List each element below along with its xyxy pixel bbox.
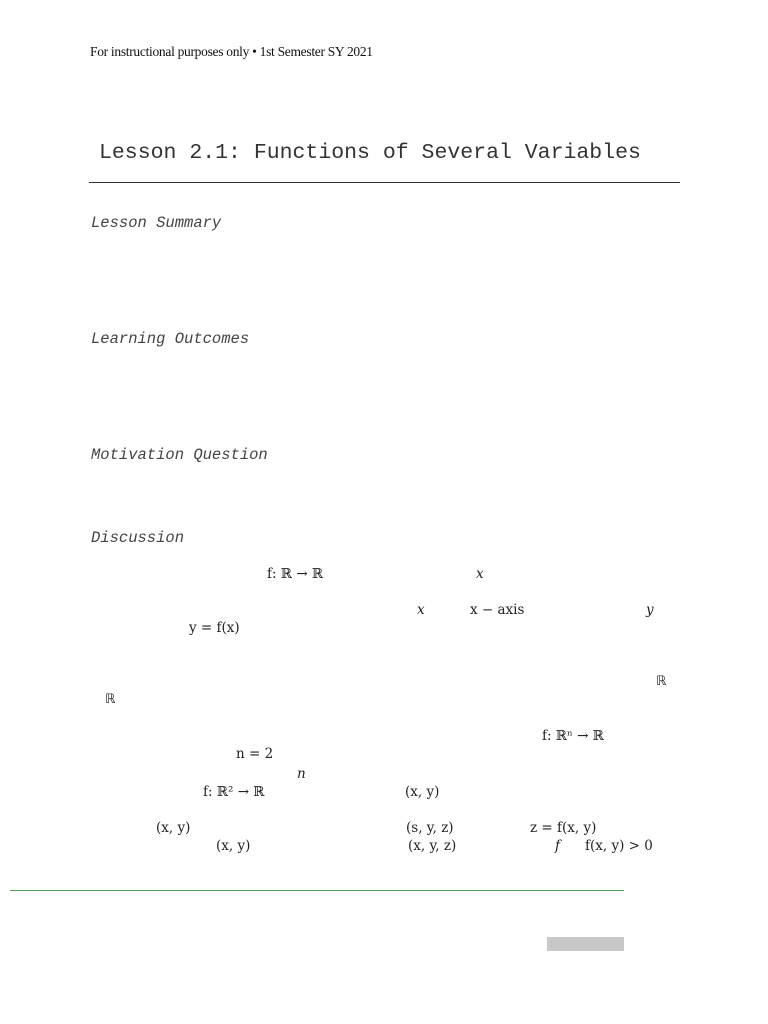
math-f-r-to-r: f: ℝ → ℝ <box>267 566 324 582</box>
math-f: f <box>555 838 560 854</box>
math-n-equals-2: n = 2 <box>236 746 274 762</box>
section-lesson-summary: Lesson Summary <box>91 214 222 232</box>
math-real-set: ℝ <box>105 692 116 707</box>
section-discussion: Discussion <box>91 529 185 547</box>
math-y-equals-f-x: y = f(x) <box>189 620 240 636</box>
section-learning-outcomes: Learning Outcomes <box>91 330 250 348</box>
math-n: n <box>297 766 306 782</box>
title-divider <box>89 182 680 183</box>
math-z-equals-f-xy: z = f(x, y) <box>530 820 597 836</box>
math-point-xy: (x, y) <box>216 838 251 854</box>
math-f-xy-greater-than-0: f(x, y) > 0 <box>585 838 653 854</box>
page-number-placeholder <box>547 937 624 951</box>
math-f-rn-to-r: f: ℝⁿ → ℝ <box>542 728 605 744</box>
math-x: x <box>476 566 484 582</box>
footer-divider <box>10 890 624 891</box>
lesson-title: Lesson 2.1: Functions of Several Variables <box>99 141 641 165</box>
math-point-xy: (x, y) <box>405 784 440 800</box>
math-point-syz: (s, y, z) <box>406 820 454 836</box>
math-y: y <box>646 602 654 618</box>
section-motivation-question: Motivation Question <box>91 446 268 464</box>
math-point-xyz: (x, y, z) <box>408 838 457 854</box>
math-f-r2-to-r: f: ℝ² → ℝ <box>203 784 265 800</box>
math-x: x <box>417 602 425 618</box>
document-header: For instructional purposes only • 1st Semester SY 2021 <box>90 44 373 59</box>
math-real-set: ℝ <box>656 674 667 689</box>
math-x-axis: x − axis <box>470 602 525 618</box>
math-point-xy: (x, y) <box>156 820 191 836</box>
